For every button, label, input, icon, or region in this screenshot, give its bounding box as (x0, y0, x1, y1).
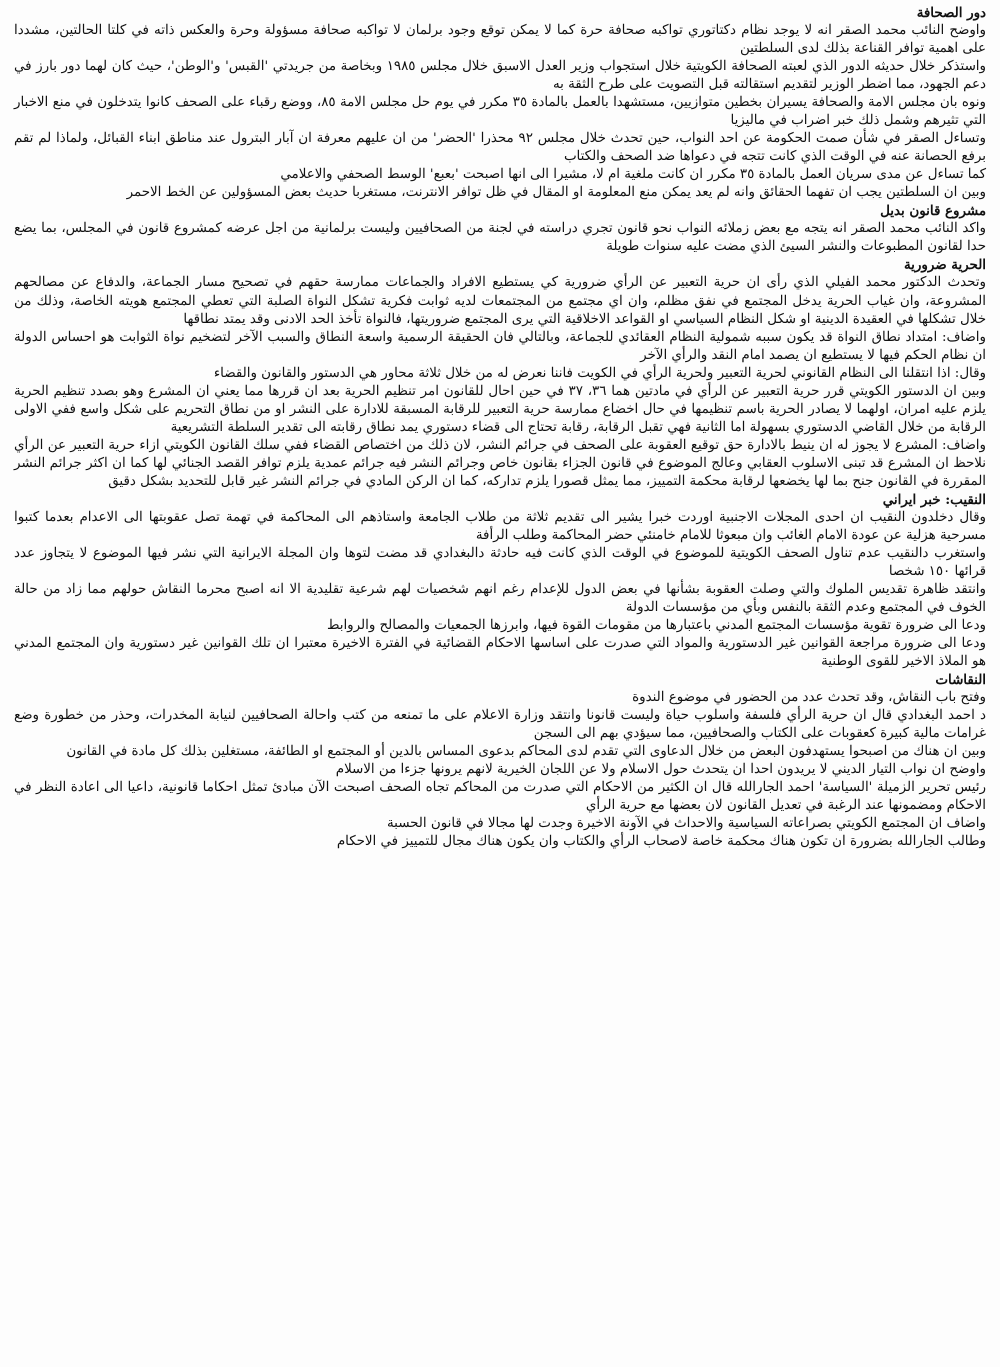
article-paragraph: وانتقد ظاهرة تقديس الملوك والتي وصلت العقوبة بشأنها في بعض الدول للإعدام رغم انهم شخصيات لهم شرعية تقليدية الا انه اصبح محرما النقاش حولهم مما زاد من حالة الخوف في المجتمع وعدم الثقة بالنفس وبأي من مؤسسات الدولة (14, 582, 986, 616)
article-body (14, 4, 986, 851)
article-paragraph: رئيس تحرير الزميلة 'السياسة' احمد الجارالله قال ان الكثير من الاحكام التي صدرت من المحاكم تجاه الصحف اصبحت الآن مبادئ تمثل احكاما قانونية، داعيا الى اعادة النظر في الاحكام ومضمونها عند الرغبة في تعديل القانون لان بعضها مع حرية الرأي (14, 780, 987, 814)
article-paragraph: وقال: اذا انتقلنا الى النظام القانوني لحرية التعبير ولحرية الرأي في الكويت فاننا نعرض له من خلال ثلاثة محاور هي الدستور والقانون والقضاء (213, 365, 986, 381)
article-paragraph: وبين ان الدستور الكويتي قرر حرية التعبير عن الرأي في مادتين هما ٣٦، ٣٧ في حين احال للقانون امر تنظيم الحرية بعد ان قررها مما يعني ان المشرع وهو بصدد تنظيم الحرية يلزم عليه امران، اولهما لا يصادر الحرية باسم تنظيمها في حال اخضاع ممارسة حرية التعبير للرقابة المسبقة للادارة على النشر او من نطاق التحريم على شكل واسع ففي الاولى الرقابة من خلال القاضي الدستوري بسهولة اما الثانية فهي تقبل الرقابة، رقابة تحتاج الى قضاء دستوري يمد نطاق رقابته الى تقدير السلطة التشريعية (14, 383, 986, 435)
article-paragraph: ودعا الى ضرورة تقوية مؤسسات المجتمع المدني باعتبارها من مقومات القوة فيها، وابرزها الجمعيات والمصالح والروابط (327, 618, 986, 634)
article-paragraph: واكد النائب محمد الصقر انه يتجه مع بعض زملائه النواب نحو قانون تجري دراسته في لجنة من الصحافيين وليست برلمانية من اجل عرضه كمشروع قانون في المجلس، بما يضع حدا لقانون المطبوعات والنشر السيئ الذي مضت عليه سنوات طويلة (14, 221, 986, 255)
article-paragraph: وفتح باب النقاش، وقد تحدث عدد من الحضور في موضوع الندوة (632, 690, 986, 706)
article-paragraph: د احمد البغدادي قال ان حرية الرأي فلسفة واسلوب حياة وليست قانونا وانتقد وزارة الاعلام على ما تمنعه من كتب واحالة الصحافيين لنيابة المخدرات، وحذر من خطورة وضع غرامات مالية كبيرة كعقوبات على الكتاب والصحافيين، مما سيؤدي بهم الى السجن (14, 708, 986, 742)
article-paragraph: كما تساءل عن مدى سريان العمل بالمادة ٣٥ مكرر ان كانت ملغية ام لا، مشيرا الى انها اصبحت 'بعبع' الوسط الصحفي والاعلامي (280, 167, 986, 183)
article-paragraph: ونوه بان مجلس الامة والصحافة يسيران بخطين متوازيين، مستشهدا بالعمل بالمادة ٣٥ مكرر في يوم حل مجلس الامة ٨٥، ووضع رقباء على الصحف كانوا يتدخلون في منع الاخبار التي تثيرهم وشمل ذلك خبر اضراب في ماليزيا (14, 95, 986, 129)
section-heading: النقاشات (935, 672, 986, 689)
article-paragraph: وبين ان هناك من اصبحوا يستهدفون البعض من خلال الدعاوى التي تقدم لدى المحاكم بدعوى المساس بالدين أو المجتمع او الطائفة، مستغلين بذلك كل مادة في القانون (66, 744, 986, 760)
article-paragraph: واوضح النائب محمد الصقر انه لا يوجد نظام دكتاتوري تواكبه صحافة حرة كما لا يمكن توقع وجود برلمان لا تواكبه صحافة مسؤولة وحرة والعكس ذاته في كلتا الحالتين، مشددا على اهمية توافر القناعة بذلك لدى السلطتين (14, 23, 986, 57)
article-paragraph: ودعا الى ضرورة مراجعة القوانين غير الدستورية والمواد التي صدرت على اساسها الاحكام القضائية في الفترة الاخيرة معتبرا ان تلك القوانين غير دستورية وان المجتمع المدني هو الملاذ الاخير للقوى الوطنية (14, 636, 986, 670)
section-heading: مشروع قانون بديل (880, 203, 986, 220)
article-paragraph: وتساءل الصقر في شأن صمت الحكومة عن احد النواب، حين تحدث خلال مجلس ٩٢ محذرا 'الحضر' من ان عليهم معرفة ان آبار البترول عند مناطق ابناء القبائل، ولماذا لم تقم برفع الحصانة عنه في الوقت الذي كانت تتجه في دعواها ضد الصحف والكتاب (14, 131, 986, 165)
article-paragraph: وبين ان السلطتين يجب ان تفهما الحقائق وانه لم يعد يمكن منع المعلومة او المقال في ظل توافر الانترنت، مستغربا حديث بعض المسؤولين عن الخط الاحمر (126, 185, 986, 201)
section-heading: النقيب: خبر ايراني (882, 491, 986, 508)
article-paragraph: وطالب الجارالله بضرورة ان تكون هناك محكمة خاصة لاصحاب الرأي والكتاب وان يكون هناك مجال للتمييز في الاحكام (336, 834, 986, 850)
section-heading: الحرية ضرورية (904, 257, 986, 274)
article-paragraph: وتحدث الدكتور محمد الفيلي الذي رأى ان حرية التعبير عن الرأي ضرورية كي يستطيع الافراد والجماعات ممارسة حقهم في تصحيح مسار الجماعة، والدفاع عن مصالحهم المشروعة، وان غياب الحرية يدخل المجتمع في نفق مظلم، وان اي مجتمع من المجتمعات لديه ثوابت فكرية تشكل النواة الصلبة التي تعطي المجتمع هويته الخاصة، وذلك من خلال تشكلها في العقيدة الدينية او شكل النظام السياسي او القواعد الاخلاقية التي يرى المجتمع ضروريتها، فالنواة تأخذ الحد الادنى وقد يمتد نطاقها (14, 275, 986, 327)
article-paragraph: واستغرب دالنقيب عدم تناول الصحف الكويتية للموضوع في الوقت الذي كانت فيه حادثة دالبغدادي قد مضت لتوها وان المجلة الايرانية التي نشر فيها الموضوع لا يتجاوز عدد قرائها ١٥٠ شخصا (14, 545, 986, 579)
article-paragraph: واضاف: امتداد نطاق النواة قد يكون سببه شمولية النظام العقائدي للجماعة، وبالتالي فان الحقيقة الرسمية واسعة النطاق والسبب الآخر لتضخيم نواة الثوابت هو احساس الدولة ان نظام الحكم فيها لا يستطيع ان يصمد امام النقد والرأي الآخر (14, 329, 986, 363)
article-paragraph: واضاف: المشرع لا يجوز له ان ينيط بالادارة حق توقيع العقوبة على الصحف في جرائم النشر، لان ذلك من اختصاص القضاء ففي سلك القانون الكويتي ازاء حرية التعبير عن الرأي نلاحظ ان المشرع قد تبنى الاسلوب العقابي وعالج الموضوع في قانون الجزاء بقانون خاص وجرائم النشر فيه جرائم عمدية يلزم توافر القصد الجنائي لها كما ان اكثر جرائم النشر المقررة في القانون جنح بما لها يخضعها لرقابة محكمة التمييز، مما يمثل قصورا يلزم تداركه، كما ان الركن المادي في جرائم النشر غير قابل للتحديد بشكل دقيق (14, 437, 986, 489)
article-paragraph: واستذكر خلال حديثه الدور الذي لعبته الصحافة الكويتية خلال استجواب وزير العدل الاسبق خلال مجلس ١٩٨٥ وبخاصة من جريدتي 'القبس' و'الوطن'، حيث كان لهما دور بارز في دعم الجهود، مما اضطر الوزير لتقديم استقالته قبل التصويت على طرح الثقة به (14, 59, 986, 93)
section-heading: دور الصحافة (916, 5, 986, 21)
article-paragraph: وقال دخلدون النقيب ان احدى المجلات الاجنبية اوردت خبرا يشير الى تقديم ثلاثة من طلاب الجامعة واستاذهم الى المحاكمة في تهمة تصل عقوبتها الى الاعدام بعدما كتبوا مسرحية هزلية عن عودة الامام الغائب وان مبعوثا للامام خامنئي حضر المحاكمة وطلب الرأفة (14, 509, 986, 543)
article-paragraph: واضاف ان المجتمع الكويتي بصراعاته السياسية والاحداث في الآونة الاخيرة وجدت لها مجالا في قانون الحسبة (387, 816, 986, 832)
article-paragraph: واوضح ان نواب التيار الديني لا يريدون احدا ان يتحدث حول الاسلام ولا عن اللجان الخيرية لانهم يرونها جزءا من الاسلام (335, 762, 986, 778)
